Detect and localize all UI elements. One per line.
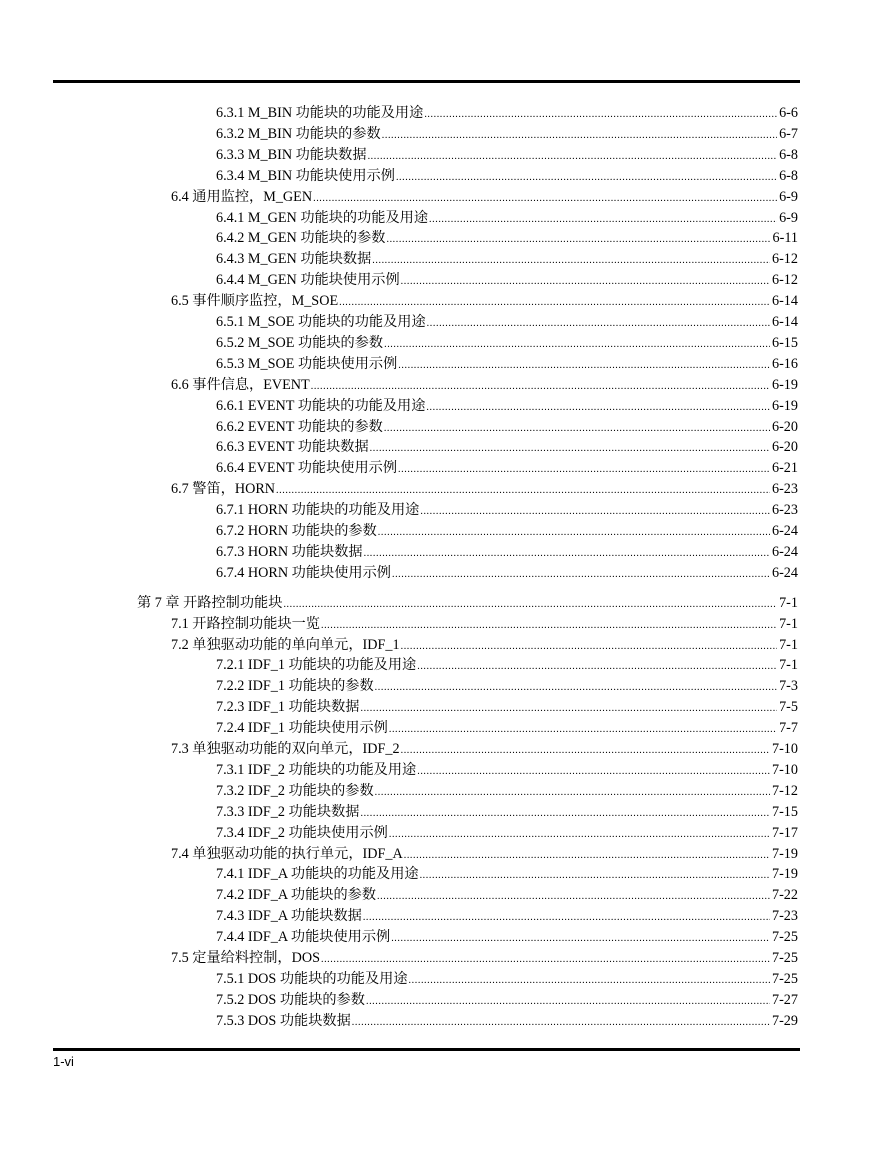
toc-entry[interactable] — [216, 312, 798, 332]
toc-leader-dots — [370, 439, 770, 457]
toc-entry-page: 7-5 — [779, 699, 798, 716]
toc-leader-dots — [283, 595, 777, 613]
toc-entry[interactable] — [216, 500, 798, 520]
toc-entry-title: 6.4 通用监控，M_GEN — [171, 188, 313, 205]
toc-entry[interactable] — [171, 739, 798, 759]
toc-entry-title: 7.5.1 DOS 功能块的功能及用途 — [216, 970, 408, 987]
toc-entry-page: 7-25 — [771, 970, 798, 987]
toc-entry-title: 6.6.3 EVENT 功能块数据 — [216, 439, 369, 456]
toc-entry-page: 7-17 — [771, 824, 798, 841]
toc-entry[interactable] — [216, 124, 798, 144]
toc-entry-title: 6.5 事件顺序监控，M_SOE — [171, 293, 339, 310]
toc-entry-title: 6.3.4 M_BIN 功能块使用示例 — [216, 167, 395, 184]
toc-entry-title: 6.4.1 M_GEN 功能块的功能及用途 — [216, 209, 429, 226]
toc-entry[interactable] — [171, 635, 798, 655]
toc-leader-dots — [311, 377, 770, 395]
toc-entry-title: 7.4.3 IDF_A 功能块数据 — [216, 908, 362, 925]
toc-entry-title: 7.5 定量给料控制，DOS — [171, 950, 320, 966]
toc-entry[interactable] — [216, 208, 798, 228]
toc-entry-page: 6-14 — [771, 293, 798, 310]
toc-leader-dots — [384, 335, 770, 353]
toc-entry[interactable] — [171, 375, 798, 395]
toc-entry[interactable] — [216, 228, 798, 248]
toc-entry-page: 7-12 — [771, 782, 798, 799]
toc-entry-page: 6-20 — [771, 418, 798, 435]
toc-entry-page: 7-19 — [771, 866, 798, 883]
toc-entry-title: 6.6 事件信息，EVENT — [171, 376, 310, 393]
toc-entry-title: 7.4.1 IDF_A 功能块的功能及用途 — [216, 866, 419, 883]
toc-entry[interactable] — [216, 417, 798, 437]
toc-entry-page: 6-19 — [771, 376, 798, 393]
toc-entry-page: 7-25 — [771, 950, 798, 966]
toc-entry[interactable] — [216, 990, 798, 1010]
toc-entry-title: 6.6.4 EVENT 功能块使用示例 — [216, 460, 398, 477]
toc-entry-page: 6-12 — [771, 251, 798, 268]
page-number: 1-vi — [53, 1054, 74, 1069]
toc-leader-dots — [276, 481, 770, 499]
toc-leader-dots — [398, 460, 770, 478]
toc-entry-title: 7.2.3 IDF_1 功能块数据 — [216, 699, 360, 716]
toc-entry[interactable] — [216, 396, 798, 416]
toc-entry-title: 6.6.2 EVENT 功能块的参数 — [216, 418, 383, 435]
toc-leader-dots — [392, 565, 770, 583]
toc-leader-dots — [391, 929, 770, 947]
toc-entry[interactable] — [216, 676, 798, 696]
toc-leader-dots — [420, 502, 770, 520]
toc-entry-title: 6.4.2 M_GEN 功能块的参数 — [216, 230, 386, 247]
toc-leader-dots — [424, 105, 777, 123]
toc-entry[interactable] — [171, 291, 798, 311]
toc-leader-dots — [401, 272, 770, 290]
toc-leader-dots — [377, 887, 770, 905]
toc-entry[interactable] — [171, 187, 798, 207]
toc-entry-title: 6.3.2 M_BIN 功能块的参数 — [216, 125, 381, 142]
toc-entry-title: 6.7.3 HORN 功能块数据 — [216, 543, 363, 560]
toc-leader-dots — [389, 825, 770, 843]
toc-entry[interactable] — [216, 802, 798, 822]
toc-entry-title: 7.4.4 IDF_A 功能块使用示例 — [216, 929, 391, 946]
toc-entry[interactable] — [216, 103, 798, 123]
toc-leader-dots — [429, 210, 777, 228]
toc-leader-dots — [360, 699, 777, 717]
toc-entry-page: 7-1 — [779, 615, 798, 632]
toc-entry-page: 6-8 — [779, 146, 798, 163]
toc-leader-dots — [366, 992, 770, 1010]
toc-entry-page: 6-23 — [771, 481, 798, 498]
toc-entry-title: 7.5.2 DOS 功能块的参数 — [216, 991, 365, 1008]
header-rule — [53, 80, 800, 83]
toc-entry-title: 7.3.2 IDF_2 功能块的参数 — [216, 782, 374, 799]
toc-leader-dots — [375, 783, 770, 801]
toc-entry[interactable] — [171, 844, 798, 864]
toc-entry[interactable] — [216, 437, 798, 457]
toc-entry[interactable] — [216, 760, 798, 780]
toc-entry-page: 6-24 — [771, 543, 798, 560]
toc-leader-dots — [378, 523, 770, 541]
toc-leader-dots — [368, 147, 778, 165]
toc-entry-page: 7-7 — [779, 720, 798, 737]
toc-entry[interactable] — [216, 823, 798, 843]
toc-leader-dots — [398, 356, 770, 374]
toc-entry-title: 7.2 单独驱动功能的单向单元，IDF_1 — [171, 636, 400, 653]
toc-entry-title: 7.5.3 DOS 功能块数据 — [216, 1012, 351, 1029]
toc-leader-dots — [417, 762, 770, 780]
footer-rule — [53, 1048, 800, 1051]
toc-entry[interactable] — [171, 479, 798, 499]
toc-entry-page: 7-22 — [771, 887, 798, 904]
toc-entry-title: 7.2.4 IDF_1 功能块使用示例 — [216, 720, 388, 737]
toc-entry-page: 6-15 — [771, 334, 798, 351]
toc-entry-page: 6-24 — [771, 523, 798, 539]
toc-entry-title: 6.3.1 M_BIN 功能块的功能及用途 — [216, 105, 424, 121]
toc-leader-dots — [401, 741, 770, 759]
toc-entry-title: 6.3.3 M_BIN 功能块数据 — [216, 146, 367, 163]
toc-leader-dots — [426, 398, 770, 416]
toc-entry-title: 6.7 警笛，HORN — [171, 481, 276, 498]
toc-entry-title: 7.2.2 IDF_1 功能块的参数 — [216, 678, 374, 695]
toc-leader-dots — [364, 544, 770, 562]
toc-leader-dots — [339, 293, 770, 311]
toc-entry[interactable] — [171, 614, 798, 634]
toc-entry[interactable] — [216, 458, 798, 478]
toc-entry-title: 6.7.2 HORN 功能块的参数 — [216, 523, 377, 539]
toc-entry[interactable] — [216, 697, 798, 717]
toc-leader-dots — [321, 950, 770, 968]
toc-entry-title: 6.5.2 M_SOE 功能块的参数 — [216, 334, 384, 351]
toc-entry-page: 7-15 — [771, 803, 798, 820]
toc-entry-page: 6-14 — [771, 314, 798, 330]
toc-entry-title: 7.4 单独驱动功能的执行单元，IDF_A — [171, 845, 403, 862]
toc-entry-title: 6.4.4 M_GEN 功能块使用示例 — [216, 272, 400, 289]
toc-entry[interactable] — [216, 270, 798, 290]
toc-leader-dots — [404, 846, 770, 864]
toc-entry[interactable] — [171, 948, 798, 968]
toc-entry[interactable] — [216, 781, 798, 801]
toc-entry[interactable] — [216, 166, 798, 186]
toc-leader-dots — [382, 126, 777, 144]
toc-entry-page: 7-23 — [771, 908, 798, 925]
toc-entry-title: 7.3.1 IDF_2 功能块的功能及用途 — [216, 761, 417, 778]
toc-entry-title: 7.3 单独驱动功能的双向单元，IDF_2 — [171, 741, 400, 757]
toc-entry-title: 7.1 开路控制功能块一览 — [171, 615, 320, 632]
toc-entry[interactable] — [216, 718, 798, 738]
toc-entry-page: 6-9 — [779, 209, 798, 226]
toc-leader-dots — [401, 637, 777, 655]
toc-leader-dots — [352, 1013, 770, 1031]
toc-entry-title: 6.5.1 M_SOE 功能块的功能及用途 — [216, 314, 426, 330]
toc-entry-page: 6-6 — [779, 105, 798, 121]
toc-leader-dots — [386, 230, 770, 248]
toc-entry[interactable] — [216, 864, 798, 884]
toc-leader-dots — [363, 908, 770, 926]
toc-entry-page: 7-19 — [771, 845, 798, 862]
toc-entry-title: 7.4.2 IDF_A 功能块的参数 — [216, 887, 377, 904]
toc-leader-dots — [360, 804, 770, 822]
toc-entry[interactable] — [216, 145, 798, 165]
toc-entry[interactable] — [216, 354, 798, 374]
toc-entry[interactable] — [137, 593, 798, 613]
toc-entry-title: 7.2.1 IDF_1 功能块的功能及用途 — [216, 657, 417, 674]
toc-leader-dots — [321, 616, 777, 634]
toc-entry[interactable] — [216, 542, 798, 562]
toc-entry-page: 6-21 — [771, 460, 798, 477]
toc-entry-page: 6-16 — [771, 355, 798, 372]
toc-entry-page: 6-8 — [779, 167, 798, 184]
toc-leader-dots — [409, 971, 770, 989]
toc-leader-dots — [384, 419, 770, 437]
toc-entry-page: 6-12 — [771, 272, 798, 289]
toc-entry-page: 7-1 — [779, 657, 798, 674]
toc-leader-dots — [375, 678, 777, 696]
toc-entry[interactable] — [216, 927, 798, 947]
toc-entry[interactable] — [216, 969, 798, 989]
toc-entry-page: 7-29 — [771, 1012, 798, 1029]
toc-leader-dots — [427, 314, 770, 332]
toc-entry-page: 7-3 — [779, 678, 798, 695]
toc-entry-title: 7.3.4 IDF_2 功能块使用示例 — [216, 824, 388, 841]
toc-entry-title: 7.3.3 IDF_2 功能块数据 — [216, 803, 360, 820]
toc-entry-page: 6-19 — [771, 397, 798, 414]
toc-leader-dots — [396, 168, 777, 186]
toc-entry-page: 7-25 — [771, 929, 798, 946]
toc-entry-page: 6-24 — [771, 564, 798, 581]
toc-entry-page: 7-10 — [771, 741, 798, 757]
toc-leader-dots — [372, 251, 770, 269]
toc-leader-dots — [389, 720, 777, 738]
toc-entry-page: 6-11 — [772, 230, 798, 247]
toc-leader-dots — [420, 866, 770, 884]
toc-entry[interactable] — [216, 521, 798, 541]
toc-entry[interactable] — [216, 563, 798, 583]
toc-entry-title: 6.5.3 M_SOE 功能块使用示例 — [216, 355, 398, 372]
toc-entry-page: 6-7 — [779, 125, 798, 142]
toc-entry[interactable] — [216, 333, 798, 353]
toc-entry-title: 第 7 章 开路控制功能块 — [137, 594, 283, 611]
toc-entry[interactable] — [216, 249, 798, 269]
toc-leader-dots — [313, 189, 777, 207]
toc-entry-title: 6.7.1 HORN 功能块的功能及用途 — [216, 502, 420, 519]
toc-entry-page: 6-9 — [779, 188, 798, 205]
toc-entry[interactable] — [216, 655, 798, 675]
toc-entry[interactable] — [216, 906, 798, 926]
toc-entry-page: 7-1 — [779, 636, 798, 653]
toc-entry-title: 6.7.4 HORN 功能块使用示例 — [216, 564, 391, 581]
toc-entry-title: 6.6.1 EVENT 功能块的功能及用途 — [216, 397, 426, 414]
toc-entry[interactable] — [216, 1011, 798, 1031]
toc-entry-page: 7-10 — [771, 761, 798, 778]
toc-entry-page: 7-27 — [771, 991, 798, 1008]
toc-entry-page: 6-20 — [771, 439, 798, 456]
toc-entry-title: 6.4.3 M_GEN 功能块数据 — [216, 251, 372, 268]
toc-entry-page: 7-1 — [779, 594, 798, 611]
toc-entry[interactable] — [216, 885, 798, 905]
toc-leader-dots — [417, 657, 777, 675]
toc-entry-page: 6-23 — [771, 502, 798, 519]
